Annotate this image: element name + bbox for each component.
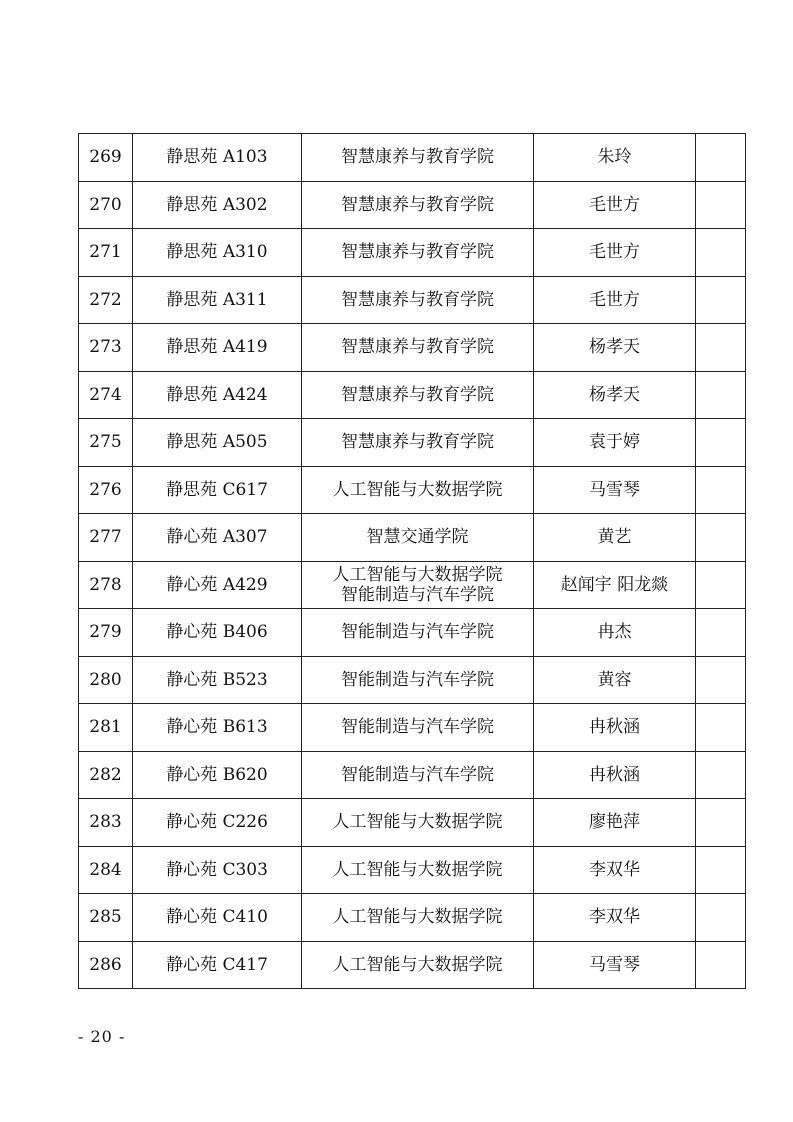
- college-cell: [302, 229, 534, 277]
- row-number-cell: 279: [79, 609, 133, 657]
- college-name: 人工智能与大数据学院: [332, 954, 503, 975]
- remarks-cell: [696, 324, 746, 372]
- row-number-cell: 283: [79, 799, 133, 847]
- teacher-cell: 冉秋涵: [534, 751, 696, 799]
- college-name: 智慧康养与教育学院: [341, 289, 494, 310]
- table-row: [79, 371, 746, 419]
- remarks-cell: [696, 134, 746, 182]
- row-number-cell: 273: [79, 324, 133, 372]
- remarks-cell: [696, 466, 746, 514]
- college-name: 智慧康养与教育学院: [341, 194, 494, 215]
- college-cell: [302, 134, 534, 182]
- remarks-cell: [696, 561, 746, 609]
- table-row: [79, 799, 746, 847]
- row-number-cell: 285: [79, 894, 133, 942]
- college-name: 智能制造与汽车学院: [341, 717, 494, 738]
- room-cell: 静思苑 A302: [133, 181, 302, 229]
- college-name: 人工智能与大数据学院: [332, 564, 503, 585]
- college-name: 人工智能与大数据学院: [332, 859, 503, 880]
- row-number-cell: 272: [79, 276, 133, 324]
- teacher-cell: 毛世方: [534, 276, 696, 324]
- table-row: [79, 181, 746, 229]
- teacher-cell: 朱玲: [534, 134, 696, 182]
- college-cell: [302, 609, 534, 657]
- room-cell: 静心苑 C417: [133, 941, 302, 989]
- room-cell: 静思苑 A419: [133, 324, 302, 372]
- remarks-cell: [696, 419, 746, 467]
- college-name: 智慧康养与教育学院: [341, 337, 494, 358]
- college-cell: [302, 704, 534, 752]
- teacher-cell: 冉杰: [534, 609, 696, 657]
- remarks-cell: [696, 514, 746, 562]
- room-cell: 静心苑 A307: [133, 514, 302, 562]
- remarks-cell: [696, 799, 746, 847]
- dormitory-assignment-table: [78, 133, 746, 989]
- college-cell: [302, 561, 534, 609]
- college-cell: [302, 894, 534, 942]
- college-cell: [302, 419, 534, 467]
- row-number-cell: 282: [79, 751, 133, 799]
- college-cell: [302, 371, 534, 419]
- table-row: [79, 846, 746, 894]
- remarks-cell: [696, 181, 746, 229]
- remarks-cell: [696, 941, 746, 989]
- table-row: [79, 514, 746, 562]
- room-cell: 静思苑 A311: [133, 276, 302, 324]
- table-row: [79, 704, 746, 752]
- room-cell: 静思苑 A424: [133, 371, 302, 419]
- college-name: 智慧康养与教育学院: [341, 432, 494, 453]
- remarks-cell: [696, 656, 746, 704]
- college-name: 人工智能与大数据学院: [332, 907, 503, 928]
- remarks-cell: [696, 846, 746, 894]
- college-cell: [302, 514, 534, 562]
- teacher-cell: 廖艳萍: [534, 799, 696, 847]
- college-cell: [302, 276, 534, 324]
- college-name: 智慧康养与教育学院: [341, 242, 494, 263]
- table-row: [79, 134, 746, 182]
- college-cell: [302, 181, 534, 229]
- page-number: - 20 -: [78, 1027, 126, 1046]
- college-cell: [302, 466, 534, 514]
- room-cell: 静心苑 C410: [133, 894, 302, 942]
- table-row: [79, 419, 746, 467]
- room-cell: 静思苑 A505: [133, 419, 302, 467]
- teacher-cell: 杨孝天: [534, 371, 696, 419]
- row-number-cell: 269: [79, 134, 133, 182]
- remarks-cell: [696, 751, 746, 799]
- room-cell: 静心苑 B613: [133, 704, 302, 752]
- room-cell: 静思苑 A310: [133, 229, 302, 277]
- teacher-cell: 马雪琴: [534, 941, 696, 989]
- college-cell: [302, 751, 534, 799]
- teacher-cell: 赵闻宇 阳龙燚: [534, 561, 696, 609]
- row-number-cell: 270: [79, 181, 133, 229]
- college-cell: [302, 656, 534, 704]
- table-row: [79, 941, 746, 989]
- remarks-cell: [696, 371, 746, 419]
- table-row: [79, 609, 746, 657]
- room-cell: 静心苑 C303: [133, 846, 302, 894]
- teacher-cell: 冉秋涵: [534, 704, 696, 752]
- college-name: 智能制造与汽车学院: [341, 622, 494, 643]
- table-row: [79, 656, 746, 704]
- row-number-cell: 275: [79, 419, 133, 467]
- college-cell: [302, 324, 534, 372]
- row-number-cell: 271: [79, 229, 133, 277]
- remarks-cell: [696, 609, 746, 657]
- row-number-cell: 280: [79, 656, 133, 704]
- teacher-cell: 李双华: [534, 846, 696, 894]
- table-row: [79, 466, 746, 514]
- remarks-cell: [696, 894, 746, 942]
- room-cell: 静心苑 A429: [133, 561, 302, 609]
- table-body: [79, 134, 746, 989]
- row-number-cell: 277: [79, 514, 133, 562]
- college-name: 智慧交通学院: [366, 527, 469, 548]
- college-cell: [302, 799, 534, 847]
- room-cell: 静心苑 B620: [133, 751, 302, 799]
- table-row: [79, 561, 746, 609]
- college-cell: [302, 846, 534, 894]
- college-cell: [302, 941, 534, 989]
- college-name: 智能制造与汽车学院: [341, 584, 494, 605]
- college-name: 人工智能与大数据学院: [332, 479, 503, 500]
- table-row: [79, 229, 746, 277]
- room-cell: 静思苑 A103: [133, 134, 302, 182]
- room-cell: 静心苑 B406: [133, 609, 302, 657]
- teacher-cell: 毛世方: [534, 229, 696, 277]
- college-name: 智慧康养与教育学院: [341, 147, 494, 168]
- teacher-cell: 黄艺: [534, 514, 696, 562]
- table-row: [79, 751, 746, 799]
- room-cell: 静思苑 C617: [133, 466, 302, 514]
- college-name: 智能制造与汽车学院: [341, 764, 494, 785]
- row-number-cell: 286: [79, 941, 133, 989]
- room-cell: 静心苑 C226: [133, 799, 302, 847]
- teacher-cell: 毛世方: [534, 181, 696, 229]
- table-row: [79, 276, 746, 324]
- row-number-cell: 281: [79, 704, 133, 752]
- row-number-cell: 274: [79, 371, 133, 419]
- row-number-cell: 284: [79, 846, 133, 894]
- teacher-cell: 黄容: [534, 656, 696, 704]
- teacher-cell: 杨孝天: [534, 324, 696, 372]
- remarks-cell: [696, 704, 746, 752]
- remarks-cell: [696, 229, 746, 277]
- room-cell: 静心苑 B523: [133, 656, 302, 704]
- teacher-cell: 马雪琴: [534, 466, 696, 514]
- teacher-cell: 李双华: [534, 894, 696, 942]
- teacher-cell: 袁于婷: [534, 419, 696, 467]
- college-name: 智能制造与汽车学院: [341, 669, 494, 690]
- college-name: 智慧康养与教育学院: [341, 384, 494, 405]
- row-number-cell: 276: [79, 466, 133, 514]
- remarks-cell: [696, 276, 746, 324]
- row-number-cell: 278: [79, 561, 133, 609]
- college-name: 人工智能与大数据学院: [332, 812, 503, 833]
- table-row: [79, 894, 746, 942]
- table-row: [79, 324, 746, 372]
